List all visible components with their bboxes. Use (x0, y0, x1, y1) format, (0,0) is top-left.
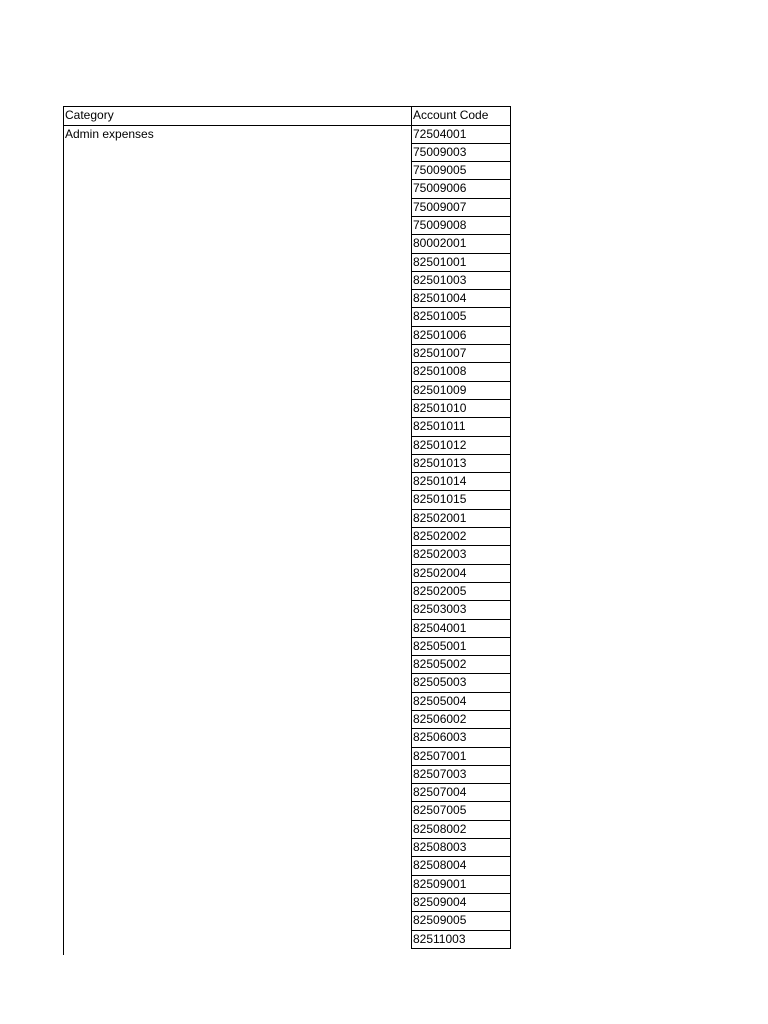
account-code-cell[interactable]: 80002001 (411, 235, 511, 253)
account-code-cell[interactable]: 82502001 (411, 510, 511, 528)
account-code-cell[interactable]: 82501001 (411, 254, 511, 272)
category-cell[interactable]: Admin expenses (63, 126, 411, 955)
account-code-cell[interactable]: 82508004 (411, 857, 511, 875)
account-code-cell[interactable]: 75009003 (411, 144, 511, 162)
account-code-table (63, 106, 511, 955)
account-code-cell[interactable]: 82501006 (411, 327, 511, 345)
account-code-cell[interactable]: 82506003 (411, 729, 511, 747)
account-code-cell[interactable]: 82501009 (411, 382, 511, 400)
account-code-cell[interactable]: 82501015 (411, 491, 511, 509)
account-code-cell[interactable]: 82509005 (411, 912, 511, 930)
category-header[interactable]: Category (63, 107, 411, 125)
account-code-cell[interactable]: 82501005 (411, 308, 511, 326)
account-code-cell[interactable]: 75009005 (411, 162, 511, 180)
account-code-cell[interactable]: 82501008 (411, 363, 511, 381)
account-code-cell[interactable]: 82501003 (411, 272, 511, 290)
account-code-cell[interactable]: 82501012 (411, 437, 511, 455)
account-code-cell[interactable]: 82505002 (411, 656, 511, 674)
account-code-cell[interactable]: 82507004 (411, 784, 511, 802)
account-code-cell[interactable]: 82502002 (411, 528, 511, 546)
account-code-cell[interactable]: 72504001 (411, 126, 511, 144)
account-code-cell[interactable]: 82501004 (411, 290, 511, 308)
account-code-cell[interactable]: 82511003 (411, 931, 511, 949)
account-code-column (411, 126, 511, 955)
account-code-cell[interactable]: 82506002 (411, 711, 511, 729)
account-code-cell[interactable]: 82502005 (411, 583, 511, 601)
account-code-cell[interactable]: 82501007 (411, 345, 511, 363)
account-code-cell[interactable]: 82502003 (411, 546, 511, 564)
account-code-cell[interactable]: 82502004 (411, 565, 511, 583)
account-code-cell[interactable]: 82505004 (411, 693, 511, 711)
account-code-cell[interactable]: 82501013 (411, 455, 511, 473)
account-code-cell[interactable]: 82505003 (411, 674, 511, 692)
account-code-cell[interactable]: 82507005 (411, 802, 511, 820)
header-row (63, 106, 511, 126)
account-code-cell[interactable]: 75009007 (411, 199, 511, 217)
account-code-cell[interactable]: 82508003 (411, 839, 511, 857)
account-code-cell[interactable]: 75009008 (411, 217, 511, 235)
account-code-cell[interactable]: 82505001 (411, 638, 511, 656)
account-code-cell[interactable]: 82509001 (411, 876, 511, 894)
account-code-cell[interactable]: 75009006 (411, 180, 511, 198)
table-body (63, 126, 511, 955)
account-code-header[interactable]: Account Code (411, 107, 511, 125)
account-code-cell[interactable]: 82501011 (411, 418, 511, 436)
account-code-cell[interactable]: 82507001 (411, 748, 511, 766)
account-code-cell[interactable]: 82501010 (411, 400, 511, 418)
account-code-cell[interactable]: 82504001 (411, 620, 511, 638)
account-code-cell[interactable]: 82507003 (411, 766, 511, 784)
account-code-cell[interactable]: 82503003 (411, 601, 511, 619)
account-code-cell[interactable]: 82509004 (411, 894, 511, 912)
account-code-cell[interactable]: 82501014 (411, 473, 511, 491)
account-code-cell[interactable]: 82508002 (411, 821, 511, 839)
